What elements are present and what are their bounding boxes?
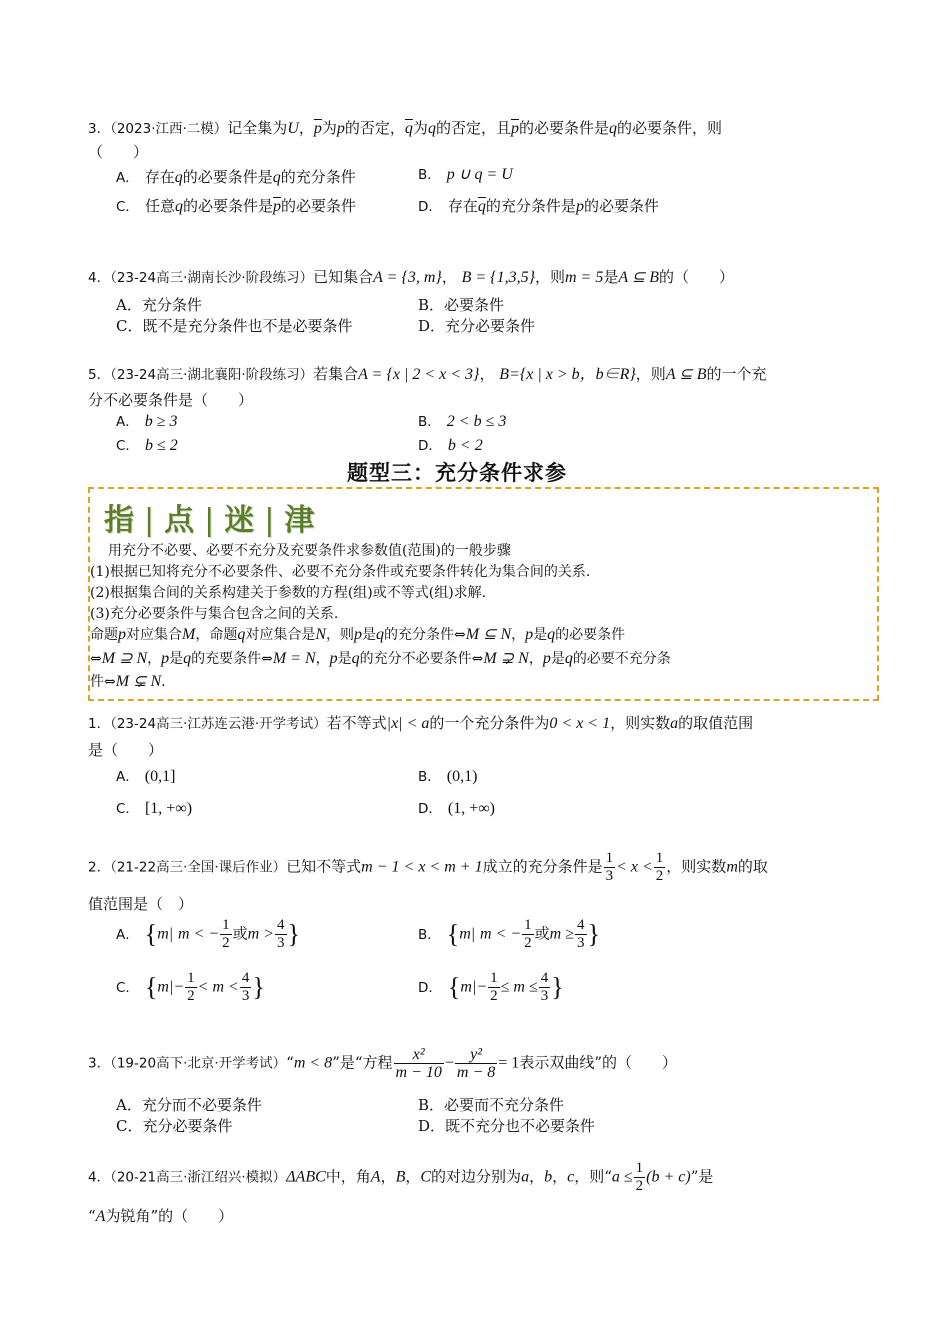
q4-option-a[interactable]: A．充分条件	[116, 296, 202, 314]
tip-line-1: 用充分不必要、必要不充分及充要条件求参数值(范围)的一般步骤	[108, 543, 511, 559]
q4-option-c[interactable]: C．既不是充分条件也不是必要条件	[116, 317, 353, 335]
q4-option-d[interactable]: D．充分必要条件	[418, 317, 536, 335]
tip-title: 指 | 点 | 迷 | 津	[104, 503, 317, 538]
question-5-stem: 5．（23-24高三·湖北襄阳·阶段练习）若集合A = {x | 2 < x < 3}， B={x | x > b，b∈R}，则A ⊆ B的一个充	[88, 365, 767, 383]
tip-line-3: (2)根据集合间的关系构建关于参数的方程(组)或不等式(组)求解.	[90, 585, 487, 601]
tip-line-7: 件⇔M ⊊ N.	[90, 673, 166, 690]
q3-option-c[interactable]: C． 任意q的必要条件是$\overline{p}$的必要条件	[116, 197, 356, 215]
tip-line-4: (3)充分必要条件与集合包含之间的关系.	[90, 606, 339, 622]
s2-q3-option-a[interactable]: A．充分而不必要条件	[116, 1096, 262, 1114]
s2-q2-option-d[interactable]: D． {m|− $\frac{1}{2}$ ≤ m ≤ $\frac{4}{3}$ }	[418, 970, 564, 1004]
s2-q2-option-a[interactable]: A． {m| m < − $\frac{1}{2}$ 或m > $\frac{4}{3}$ }	[116, 917, 300, 951]
s2-question-1-stem: 1．（23-24高三·江苏连云港·开学考试）若不等式|x| < a的一个充分条件为0 < x < 1，则实数a的取值范围	[88, 714, 754, 732]
s2-q1-option-a[interactable]: A． (0,1]	[116, 768, 176, 785]
s2-q3-option-c[interactable]: C．充分必要条件	[116, 1117, 233, 1135]
s2-question-4-stem: 4．（20-21高三·浙江绍兴·模拟）ΔABC中，角A，B，C的对边分别为a，b，c，则“a ≤ $\frac{1}{2}$ (b + c)”是	[88, 1160, 714, 1194]
s2-q3-option-b[interactable]: B．必要而不充分条件	[418, 1096, 565, 1114]
s2-q2-option-c[interactable]: C． {m|− $\frac{1}{2}$ < m < $\frac{4}{3}$ }	[116, 970, 265, 1004]
s2-q3-option-d[interactable]: D．既不充分也不必要条件	[418, 1117, 596, 1135]
s2-question-4-stem-line2: “A为锐角”的（ ）	[88, 1207, 234, 1225]
q4-option-b[interactable]: B．必要条件	[418, 296, 505, 314]
tip-line-5: 命题p对应集合M，命题q对应集合是N，则p是q的充分条件⇔M ⊆ N，p是q的必要条件	[90, 626, 626, 643]
q3-option-b[interactable]: B． p ∪ q = U	[418, 166, 513, 183]
s2-question-2-stem-line2: 值范围是（ ）	[88, 895, 194, 913]
q5-option-b[interactable]: B． 2 < b ≤ 3	[418, 413, 507, 430]
tip-line-6: ⇔M ⊇ N，p是q的充要条件⇔M = N，p是q的充分不必要条件⇔M ⊋ N，p是q的必要不充分条	[90, 650, 671, 667]
s2-q1-option-b[interactable]: B． (0,1)	[418, 768, 478, 785]
q5-option-c[interactable]: C． b ≤ 2	[116, 437, 178, 454]
q5-option-a[interactable]: A． b ≥ 3	[116, 413, 178, 430]
tip-line-2: (1)根据已知将充分不必要条件、必要不充分条件或充要条件转化为集合间的关系.	[90, 564, 591, 580]
question-3-stem: 3．（2023·江西·二模）记全集为U，$\overline{p}$为p的否定，$\overline{q}$为q的否定，且$\overline{p}$的必要条件是q的必要条件，则	[88, 119, 722, 137]
q3-option-d[interactable]: D． 存在$\overline{q}$的充分条件是p的必要条件	[418, 197, 659, 215]
q5-option-d[interactable]: D． b < 2	[418, 437, 483, 454]
s2-question-2-stem: 2．（21-22高三·全国·课后作业）已知不等式m − 1 < x < m + 1成立的充分条件是 $\frac{1}{3}$ < x < $\frac{1}{2}$ ，则实数m的取	[88, 850, 768, 884]
s2-question-3-stem: 3．（19-20高下·北京·开学考试）“m < 8”是“方程 $\frac{\text{x²}}{m - 10}$ − $\frac{\text{y²}}{m - 8}$ = 1表示双曲线”的（ ）	[88, 1046, 677, 1081]
s2-question-1-stem-line2: 是（ ）	[88, 741, 164, 759]
s2-q1-option-d[interactable]: D． (1, +∞)	[418, 800, 495, 817]
q3-option-a[interactable]: A． 存在q的必要条件是q的充分条件	[116, 168, 356, 186]
s2-q2-option-b[interactable]: B． {m| m < − $\frac{1}{2}$ 或m ≥ $\frac{4}{3}$ }	[418, 917, 600, 951]
section-heading: 题型三：充分条件求参	[347, 461, 567, 485]
question-5-stem-line2: 分不必要条件是（ ）	[88, 391, 254, 409]
question-3-paren: （ ）	[88, 143, 149, 161]
s2-q1-option-c[interactable]: C． [1, +∞)	[116, 800, 193, 817]
question-4-stem: 4．（23-24高三·湖南长沙·阶段练习）已知集合A = {3, m}， B = {1,3,5}，则m = 5是A ⊆ B的（ ）	[88, 268, 735, 286]
